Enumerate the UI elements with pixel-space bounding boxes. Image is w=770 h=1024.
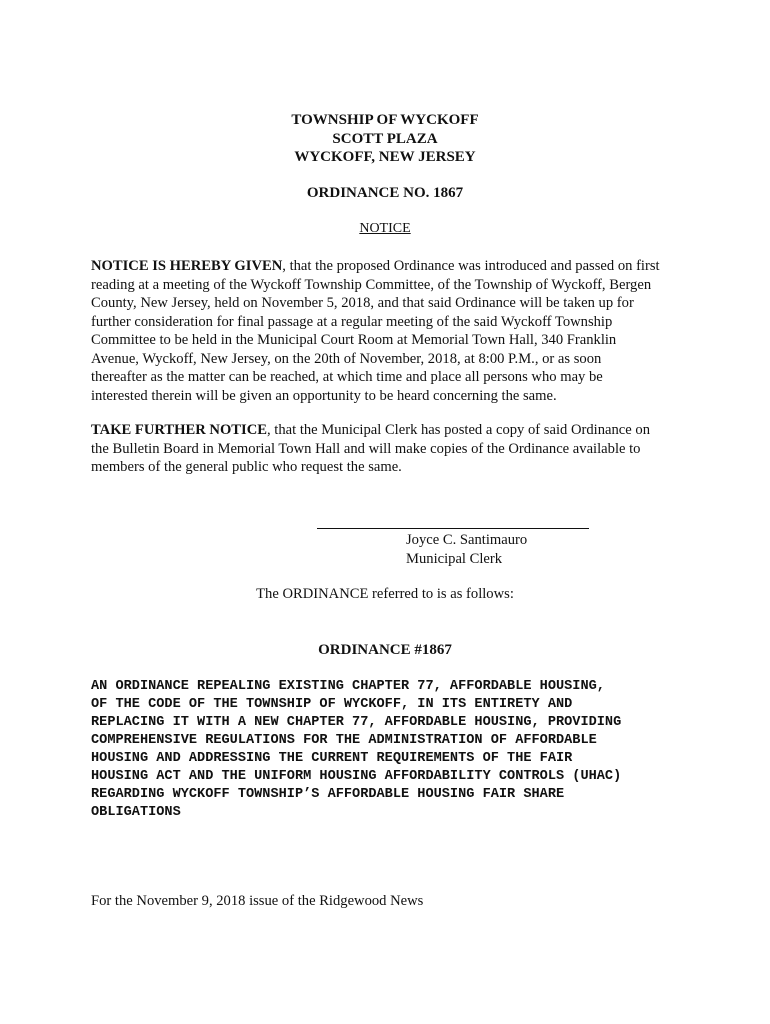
paragraph-line: Committee to be held in the Municipal Court Room at Memorial Town Hall, 340 Franklin (91, 332, 617, 348)
paragraph-line: the Bulletin Board in Memorial Town Hall and will make copies of the Ordinance available to (91, 440, 641, 457)
paragraph-line: members of the general public who request the same. (91, 459, 402, 475)
clerk-title: Municipal Clerk (406, 551, 503, 567)
notice-title: NOTICE (359, 221, 411, 236)
paragraph-line: Avenue, Wyckoff, New Jersey, on the 20th of November, 2018, at 8:00 P.M., or as soon (91, 350, 602, 367)
paragraph-text: , that the Municipal Clerk has posted a copy of said Ordinance on (267, 422, 650, 438)
ordinance-title-line: HOUSING AND ADDRESSING THE CURRENT REQUIREMENTS OF THE FAIR (91, 751, 573, 766)
clerk-name: Joyce C. Santimauro (406, 532, 528, 548)
ordinance-title-line: REPLACING IT WITH A NEW CHAPTER 77, AFFORDABLE HOUSING, PROVIDING (91, 715, 622, 730)
header-address: SCOTT PLAZA (332, 130, 438, 147)
paragraph-line: interested therein will be given an opportunity to be heard concerning the same. (91, 387, 557, 404)
paragraph-text: , that the proposed Ordinance was introduced and passed on first (282, 258, 660, 274)
ordinance-heading: ORDINANCE #1867 (318, 642, 452, 658)
ordinance-title-line: HOUSING ACT AND THE UNIFORM HOUSING AFFORDABILITY CONTROLS (UHAC) (91, 769, 622, 784)
further-notice-paragraph (91, 421, 691, 477)
ordinance-number: ORDINANCE NO. 1867 (306, 185, 464, 201)
signature-block (406, 531, 527, 569)
ordinance-title-line: AN ORDINANCE REPEALING EXISTING CHAPTER 77, AFFORDABLE HOUSING, (91, 679, 605, 694)
ordinance-title-line: COMPREHENSIVE REGULATIONS FOR THE ADMINISTRATION OF AFFORDABLE (91, 733, 597, 748)
further-notice-lead: TAKE FURTHER NOTICE (91, 422, 267, 438)
header-city: WYCKOFF, NEW JERSEY (294, 149, 476, 165)
ordinance-title-line: OBLIGATIONS (91, 805, 181, 820)
ordinance-title-line: REGARDING WYCKOFF TOWNSHIP’S AFFORDABLE HOUSING FAIR SHARE (91, 787, 565, 802)
ordinance-title (91, 678, 621, 822)
signature-line (317, 528, 589, 529)
header-township: TOWNSHIP OF WYCKOFF (291, 112, 479, 128)
notice-lead: NOTICE IS HEREBY GIVEN (91, 258, 283, 274)
document-header (0, 111, 770, 167)
paragraph-line: further consideration for final passage at a regular meeting of the said Wyckoff Township (91, 313, 613, 330)
paragraph-line (91, 421, 691, 440)
paragraph-line: thereafter as the matter can be reached, at which time and place all persons who may be (91, 369, 603, 385)
referred-text: The ORDINANCE referred to is as follows: (256, 586, 514, 602)
ordinance-title-line: OF THE CODE OF THE TOWNSHIP OF WYCKOFF, IN ITS ENTIRETY AND (91, 697, 573, 712)
notice-paragraph (91, 257, 691, 405)
paragraph-line: reading at a meeting of the Wyckoff Township Committee, of the Township of Wyckoff, Bergen (91, 276, 652, 293)
paragraph-line (91, 257, 691, 276)
publication-footer: For the November 9, 2018 issue of the Ridgewood News (91, 893, 424, 909)
paragraph-line: County, New Jersey, held on November 5, 2018, and that said Ordinance will be taken up for (91, 295, 634, 311)
